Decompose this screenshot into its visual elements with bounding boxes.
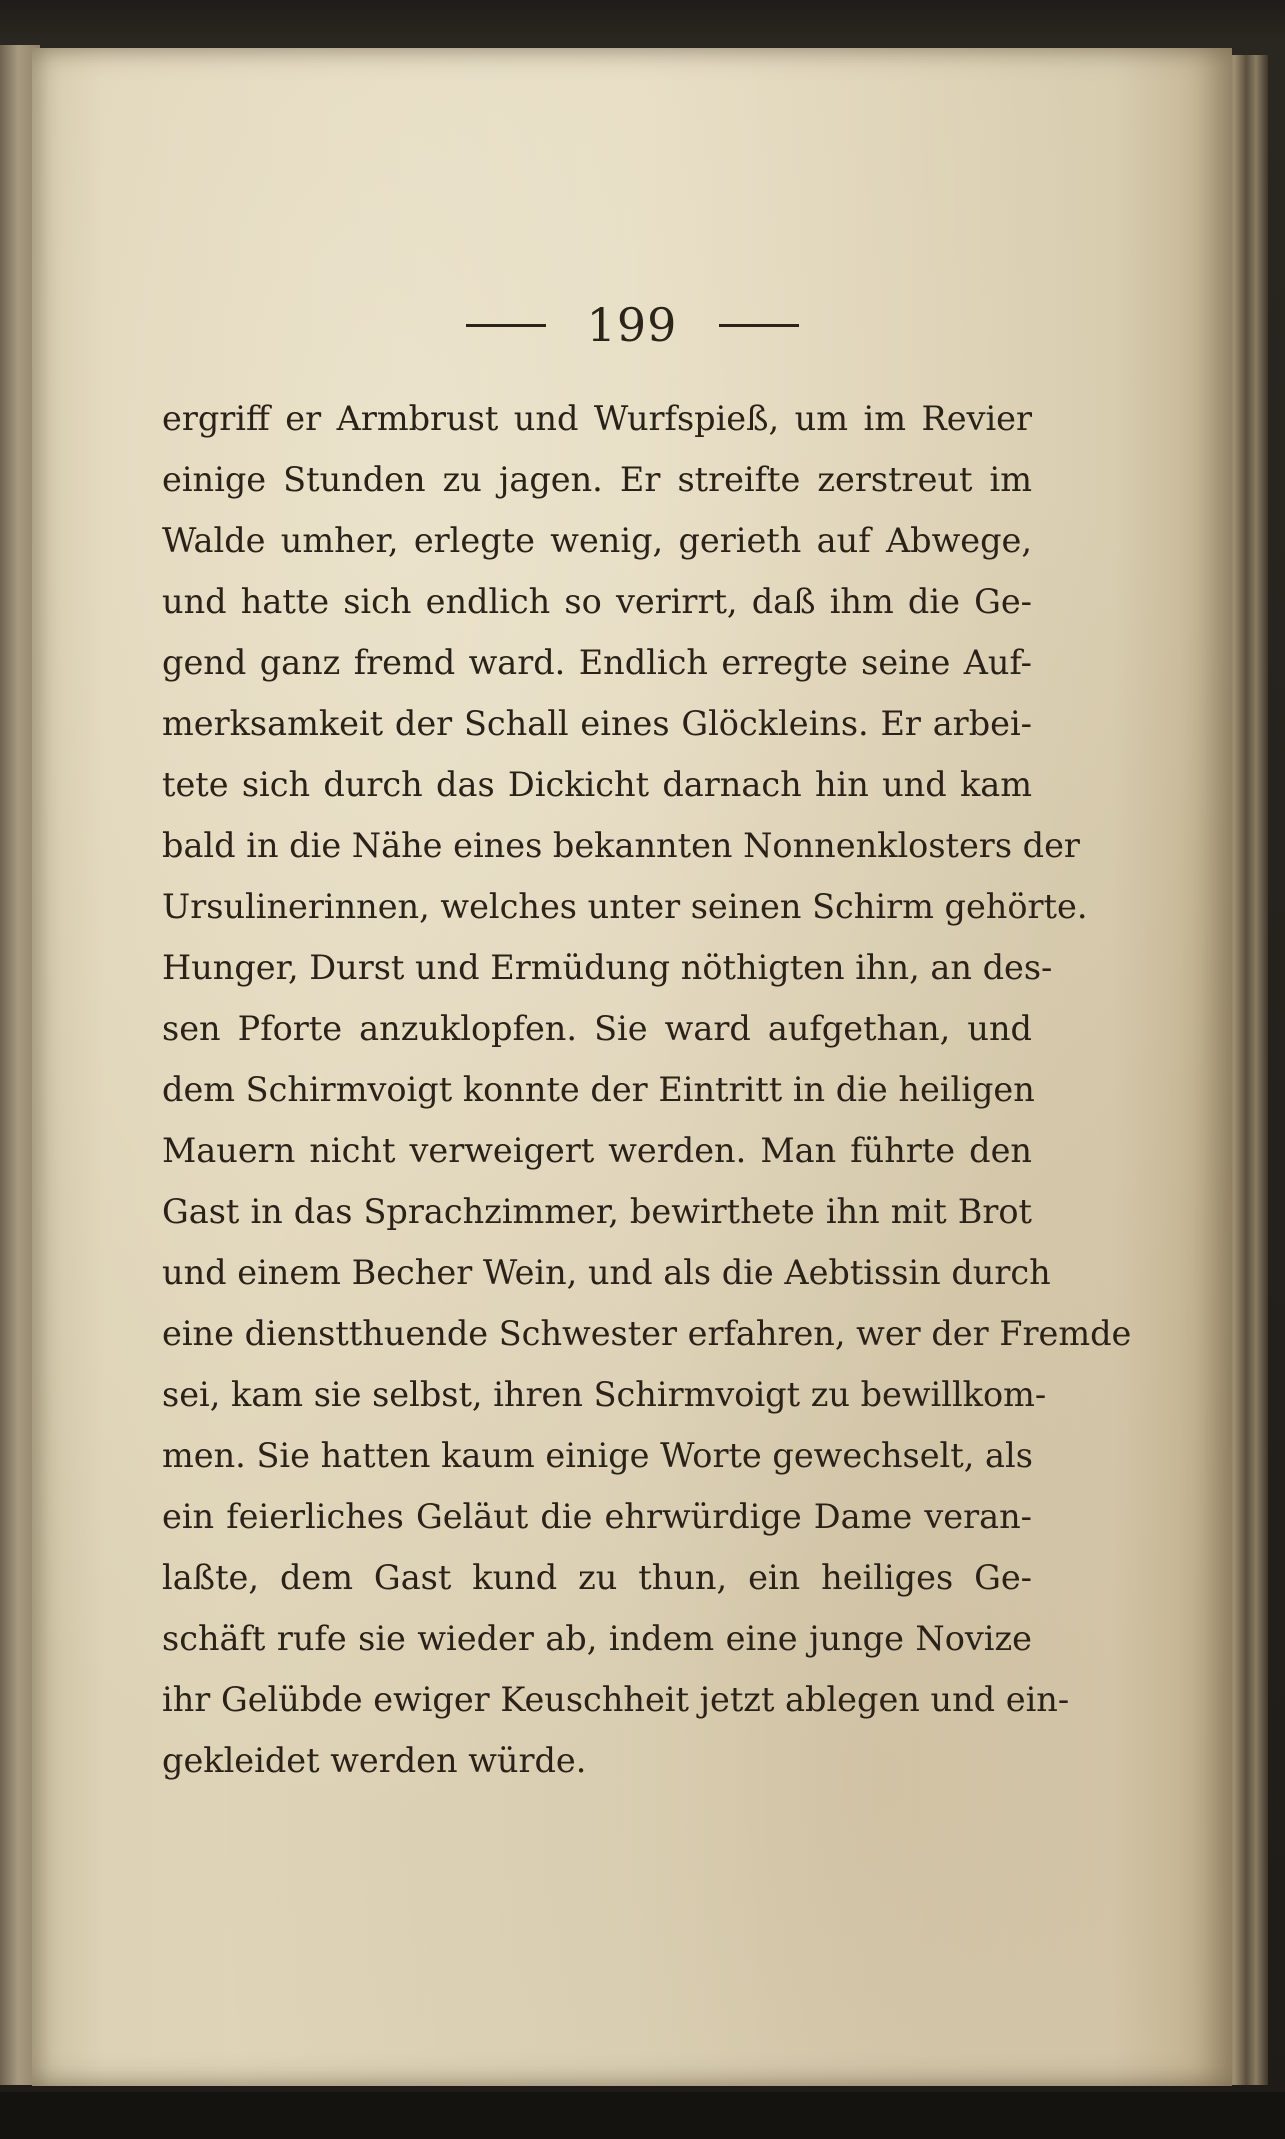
text-line: Walde umher, erlegte wenig, gerieth auf Abwege,: [162, 521, 1032, 560]
scan-background-bottom: [0, 2092, 1285, 2139]
text-line: einige Stunden zu jagen. Er streifte zerstreut im: [162, 460, 1032, 499]
book-page: [32, 48, 1232, 2086]
text-line: Gast in das Sprachzimmer, bewirthete ihn mit Brot: [162, 1192, 1032, 1231]
text-line: Mauern nicht verweigert werden. Man führte den: [162, 1131, 1032, 1170]
text-line: ein feierliches Geläut die ehrwürdige Dame veran-: [162, 1497, 1032, 1536]
text-line: sei, kam sie selbst, ihren Schirmvoigt zu bewillkom-: [162, 1375, 1047, 1414]
text-line: ergriff er Armbrust und Wurfspieß, um im Revier: [162, 399, 1032, 438]
text-line: tete sich durch das Dickicht darnach hin und kam: [162, 765, 1032, 804]
page-header: [32, 298, 1232, 352]
text-line: und einem Becher Wein, und als die Aebtissin durch: [162, 1253, 1051, 1292]
text-line: gend ganz fremd ward. Endlich erregte seine Auf-: [162, 643, 1032, 682]
text-line: gekleidet werden würde.: [162, 1741, 587, 1780]
text-line: Ursulinerinnen, welches unter seinen Schirm gehörte.: [162, 887, 1088, 926]
text-line: und hatte sich endlich so verirrt, daß ihm die Ge-: [162, 582, 1032, 621]
text-line: Hunger, Durst und Ermüdung nöthigten ihn, an des-: [162, 948, 1053, 987]
text-line: eine dienstthuende Schwester erfahren, wer der Fremde: [162, 1314, 1132, 1353]
text-line: bald in die Nähe eines bekannten Nonnenklosters der: [162, 826, 1080, 865]
text-line: merksamkeit der Schall eines Glöckleins. Er arbei-: [162, 704, 1032, 743]
text-line: laßte, dem Gast kund zu thun, ein heiliges Ge-: [162, 1558, 1032, 1597]
page-number: 199: [586, 298, 678, 352]
header-dash-left: [466, 324, 546, 327]
header-dash-right: [719, 324, 799, 327]
text-line: dem Schirmvoigt konnte der Eintritt in die heiligen: [162, 1070, 1035, 1109]
text-line: schäft rufe sie wieder ab, indem eine junge Novize: [162, 1619, 1032, 1658]
text-line: ihr Gelübde ewiger Keuschheit jetzt ablegen und ein-: [162, 1680, 1070, 1719]
text-line: men. Sie hatten kaum einige Worte gewechselt, als: [162, 1436, 1033, 1475]
body-text: [162, 388, 1132, 1791]
text-line: sen Pforte anzuklopfen. Sie ward aufgethan, und: [162, 1009, 1032, 1048]
